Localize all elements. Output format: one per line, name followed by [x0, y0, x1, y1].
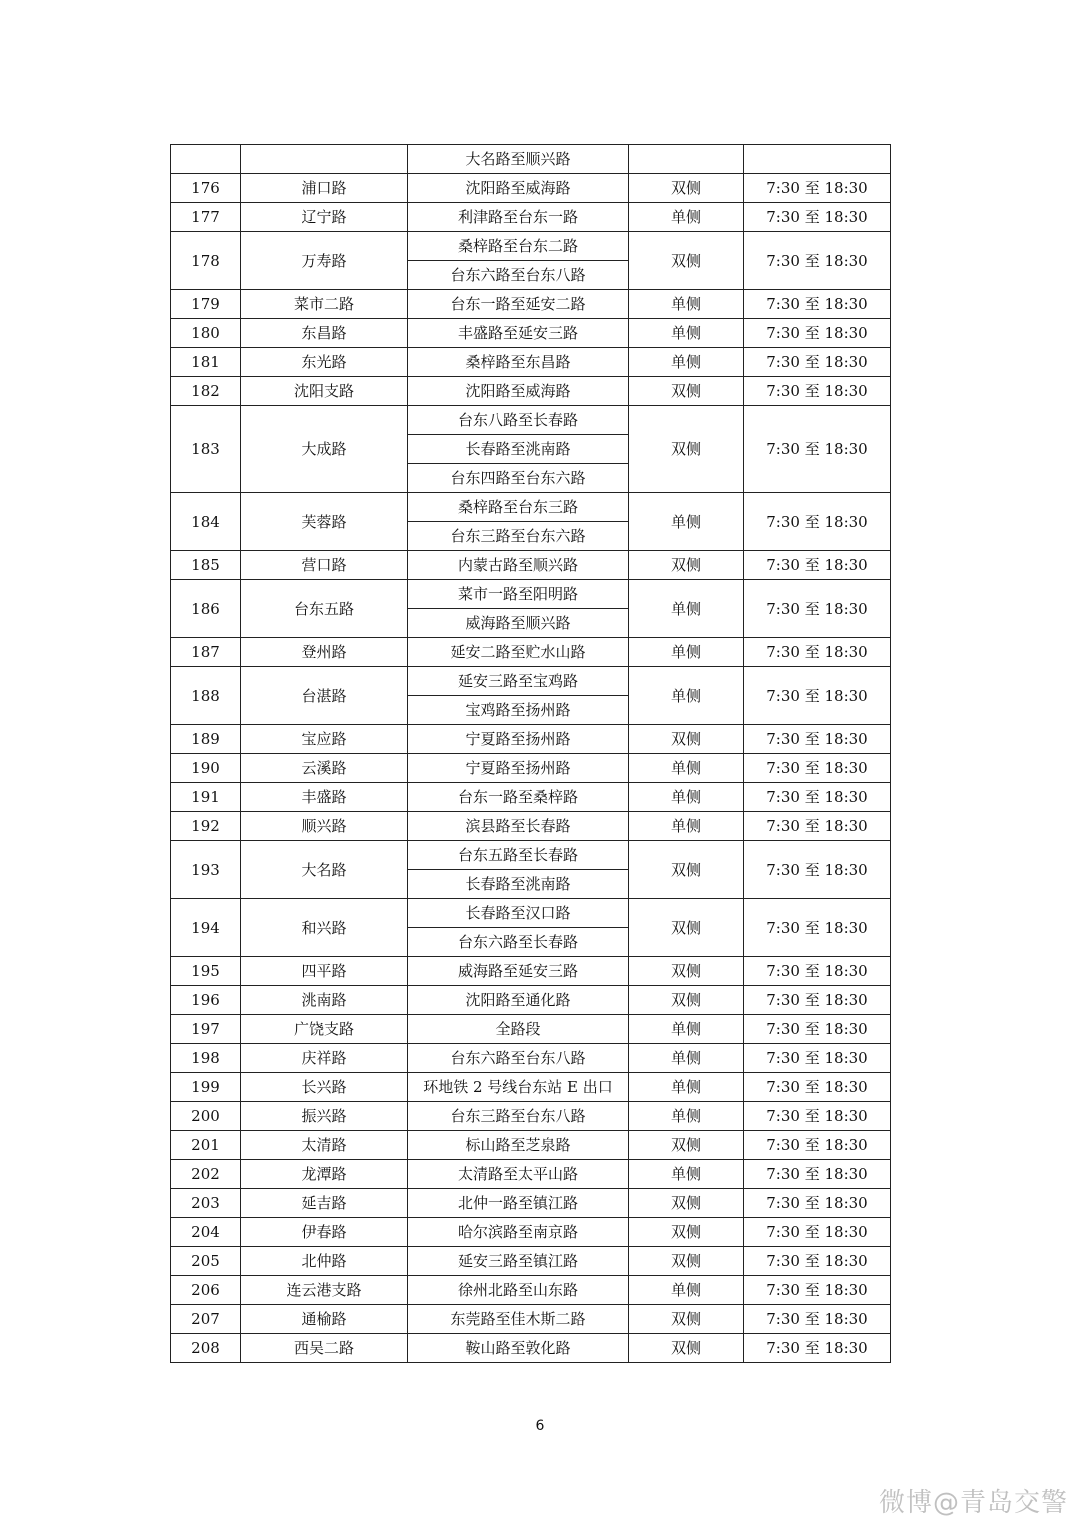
cell-section: 滨县路至长春路 [408, 812, 629, 841]
cell-side: 双侧 [629, 1189, 744, 1218]
cell-section: 太清路至太平山路 [408, 1160, 629, 1189]
cell-section: 台东一路至延安二路 [408, 290, 629, 319]
cell-side: 双侧 [629, 551, 744, 580]
cell-side: 单侧 [629, 319, 744, 348]
cell-road-name: 洮南路 [241, 986, 408, 1015]
cell-time: 7:30 至 18:30 [744, 841, 891, 899]
cell-side: 单侧 [629, 1044, 744, 1073]
cell-number: 176 [171, 174, 241, 203]
cell-side: 单侧 [629, 1015, 744, 1044]
table-row [171, 290, 891, 319]
cell-side: 单侧 [629, 580, 744, 638]
cell-side: 单侧 [629, 290, 744, 319]
table-row [171, 899, 891, 928]
cell-side: 单侧 [629, 638, 744, 667]
cell-time: 7:30 至 18:30 [744, 203, 891, 232]
cell-section: 台东四路至台东六路 [408, 464, 629, 493]
cell-section: 全路段 [408, 1015, 629, 1044]
cell-side: 双侧 [629, 899, 744, 957]
cell-time: 7:30 至 18:30 [744, 1102, 891, 1131]
cell-section: 徐州北路至山东路 [408, 1276, 629, 1305]
cell-number: 178 [171, 232, 241, 290]
table-row [171, 580, 891, 609]
cell-side: 单侧 [629, 1276, 744, 1305]
cell-section: 威海路至顺兴路 [408, 609, 629, 638]
cell-time: 7:30 至 18:30 [744, 899, 891, 957]
table-row [171, 493, 891, 522]
cell-time: 7:30 至 18:30 [744, 1160, 891, 1189]
cell-section: 长春路至洮南路 [408, 870, 629, 899]
cell-section: 长春路至汉口路 [408, 899, 629, 928]
cell-time: 7:30 至 18:30 [744, 580, 891, 638]
cell-side: 双侧 [629, 1131, 744, 1160]
page-number: 6 [535, 1418, 545, 1434]
cell-side: 双侧 [629, 232, 744, 290]
table-row [171, 841, 891, 870]
cell-number: 202 [171, 1160, 241, 1189]
table-row [171, 957, 891, 986]
cell-time: 7:30 至 18:30 [744, 725, 891, 754]
cell-section: 延安三路至宝鸡路 [408, 667, 629, 696]
table-row [171, 348, 891, 377]
cell-section: 宁夏路至扬州路 [408, 725, 629, 754]
cell-number: 195 [171, 957, 241, 986]
cell-number: 190 [171, 754, 241, 783]
cell-side: 双侧 [629, 1334, 744, 1363]
cell-section: 鞍山路至敦化路 [408, 1334, 629, 1363]
cell-road-name: 沈阳支路 [241, 377, 408, 406]
cell-side: 双侧 [629, 986, 744, 1015]
cell-road-name: 菜市二路 [241, 290, 408, 319]
table-row [171, 1189, 891, 1218]
cell-time: 7:30 至 18:30 [744, 406, 891, 493]
table-row [171, 232, 891, 261]
cell-side: 单侧 [629, 1073, 744, 1102]
table-row [171, 725, 891, 754]
cell-section: 宝鸡路至扬州路 [408, 696, 629, 725]
table-row [171, 1276, 891, 1305]
cell-number: 180 [171, 319, 241, 348]
cell-time: 7:30 至 18:30 [744, 290, 891, 319]
table-row [171, 203, 891, 232]
cell-section: 台东三路至台东八路 [408, 1102, 629, 1131]
cell-road-name: 台东五路 [241, 580, 408, 638]
table-row [171, 638, 891, 667]
table-row [171, 1073, 891, 1102]
cell-number: 205 [171, 1247, 241, 1276]
cell-number: 183 [171, 406, 241, 493]
cell-number: 192 [171, 812, 241, 841]
cell-road-name: 丰盛路 [241, 783, 408, 812]
table-row [171, 1247, 891, 1276]
cell-time: 7:30 至 18:30 [744, 667, 891, 725]
cell-road-name: 浦口路 [241, 174, 408, 203]
cell-number: 203 [171, 1189, 241, 1218]
cell-number [171, 145, 241, 174]
cell-number: 184 [171, 493, 241, 551]
cell-number: 185 [171, 551, 241, 580]
cell-number: 182 [171, 377, 241, 406]
cell-number: 196 [171, 986, 241, 1015]
cell-time: 7:30 至 18:30 [744, 1334, 891, 1363]
cell-time: 7:30 至 18:30 [744, 1276, 891, 1305]
table-body [171, 145, 891, 1363]
cell-time: 7:30 至 18:30 [744, 1247, 891, 1276]
cell-number: 181 [171, 348, 241, 377]
table-row [171, 1102, 891, 1131]
cell-number: 197 [171, 1015, 241, 1044]
cell-side: 双侧 [629, 1247, 744, 1276]
table-row [171, 1131, 891, 1160]
cell-number: 187 [171, 638, 241, 667]
cell-number: 208 [171, 1334, 241, 1363]
cell-road-name: 连云港支路 [241, 1276, 408, 1305]
table-row [171, 667, 891, 696]
cell-section: 威海路至延安三路 [408, 957, 629, 986]
parking-schedule-table [170, 144, 891, 1363]
cell-side: 双侧 [629, 841, 744, 899]
cell-side: 单侧 [629, 812, 744, 841]
cell-road-name: 伊春路 [241, 1218, 408, 1247]
table-row [171, 1160, 891, 1189]
cell-section: 台东六路至台东八路 [408, 261, 629, 290]
cell-time: 7:30 至 18:30 [744, 783, 891, 812]
cell-side: 单侧 [629, 348, 744, 377]
table-row [171, 754, 891, 783]
cell-number: 201 [171, 1131, 241, 1160]
cell-side: 单侧 [629, 1160, 744, 1189]
table-row [171, 319, 891, 348]
table-row [171, 551, 891, 580]
table-row [171, 1218, 891, 1247]
table-row [171, 174, 891, 203]
cell-time: 7:30 至 18:30 [744, 348, 891, 377]
cell-number: 186 [171, 580, 241, 638]
table-row [171, 812, 891, 841]
table-row [171, 145, 891, 174]
cell-section: 台东六路至长春路 [408, 928, 629, 957]
cell-section: 台东八路至长春路 [408, 406, 629, 435]
cell-section: 宁夏路至扬州路 [408, 754, 629, 783]
cell-section: 哈尔滨路至南京路 [408, 1218, 629, 1247]
cell-side: 双侧 [629, 725, 744, 754]
cell-section: 延安三路至镇江路 [408, 1247, 629, 1276]
cell-time: 7:30 至 18:30 [744, 754, 891, 783]
cell-time: 7:30 至 18:30 [744, 1189, 891, 1218]
cell-section: 台东一路至桑梓路 [408, 783, 629, 812]
cell-road-name: 大成路 [241, 406, 408, 493]
table-row [171, 986, 891, 1015]
cell-road-name: 台湛路 [241, 667, 408, 725]
cell-section: 环地铁 2 号线台东站 E 出口 [408, 1073, 629, 1102]
cell-number: 177 [171, 203, 241, 232]
cell-section: 长春路至洮南路 [408, 435, 629, 464]
cell-time: 7:30 至 18:30 [744, 1015, 891, 1044]
cell-section: 大名路至顺兴路 [408, 145, 629, 174]
cell-road-name: 顺兴路 [241, 812, 408, 841]
cell-road-name: 营口路 [241, 551, 408, 580]
cell-road-name: 芙蓉路 [241, 493, 408, 551]
cell-road-name: 太清路 [241, 1131, 408, 1160]
cell-road-name: 宝应路 [241, 725, 408, 754]
cell-road-name: 庆祥路 [241, 1044, 408, 1073]
cell-road-name: 云溪路 [241, 754, 408, 783]
cell-road-name: 广饶支路 [241, 1015, 408, 1044]
cell-time: 7:30 至 18:30 [744, 1218, 891, 1247]
cell-number: 206 [171, 1276, 241, 1305]
cell-road-name: 四平路 [241, 957, 408, 986]
table-row [171, 1305, 891, 1334]
cell-road-name: 辽宁路 [241, 203, 408, 232]
cell-number: 204 [171, 1218, 241, 1247]
cell-side: 双侧 [629, 377, 744, 406]
cell-side: 双侧 [629, 1218, 744, 1247]
cell-road-name [241, 145, 408, 174]
cell-section: 桑梓路至台东二路 [408, 232, 629, 261]
cell-road-name: 万寿路 [241, 232, 408, 290]
cell-time: 7:30 至 18:30 [744, 812, 891, 841]
cell-section: 北仲一路至镇江路 [408, 1189, 629, 1218]
cell-road-name: 登州路 [241, 638, 408, 667]
cell-side: 双侧 [629, 406, 744, 493]
table-row [171, 377, 891, 406]
cell-time: 7:30 至 18:30 [744, 1305, 891, 1334]
table-row [171, 783, 891, 812]
cell-number: 193 [171, 841, 241, 899]
cell-section: 桑梓路至东昌路 [408, 348, 629, 377]
cell-section: 标山路至芝泉路 [408, 1131, 629, 1160]
cell-side: 单侧 [629, 493, 744, 551]
cell-section: 菜市一路至阳明路 [408, 580, 629, 609]
cell-side: 单侧 [629, 667, 744, 725]
cell-section: 沈阳路至威海路 [408, 174, 629, 203]
cell-road-name: 龙潭路 [241, 1160, 408, 1189]
cell-road-name: 大名路 [241, 841, 408, 899]
cell-side: 单侧 [629, 754, 744, 783]
cell-side: 单侧 [629, 783, 744, 812]
cell-time: 7:30 至 18:30 [744, 377, 891, 406]
cell-number: 200 [171, 1102, 241, 1131]
cell-side: 双侧 [629, 174, 744, 203]
cell-number: 179 [171, 290, 241, 319]
cell-time: 7:30 至 18:30 [744, 551, 891, 580]
cell-time: 7:30 至 18:30 [744, 1044, 891, 1073]
cell-time [744, 145, 891, 174]
cell-time: 7:30 至 18:30 [744, 174, 891, 203]
cell-number: 199 [171, 1073, 241, 1102]
cell-side [629, 145, 744, 174]
cell-time: 7:30 至 18:30 [744, 319, 891, 348]
cell-road-name: 西吴二路 [241, 1334, 408, 1363]
cell-section: 沈阳路至威海路 [408, 377, 629, 406]
cell-side: 双侧 [629, 957, 744, 986]
cell-number: 198 [171, 1044, 241, 1073]
cell-time: 7:30 至 18:30 [744, 638, 891, 667]
cell-number: 207 [171, 1305, 241, 1334]
cell-time: 7:30 至 18:30 [744, 986, 891, 1015]
cell-time: 7:30 至 18:30 [744, 1131, 891, 1160]
cell-side: 单侧 [629, 203, 744, 232]
cell-section: 桑梓路至台东三路 [408, 493, 629, 522]
cell-time: 7:30 至 18:30 [744, 493, 891, 551]
cell-number: 194 [171, 899, 241, 957]
table-row [171, 1334, 891, 1363]
cell-section: 丰盛路至延安三路 [408, 319, 629, 348]
cell-side: 双侧 [629, 1305, 744, 1334]
table-row [171, 1015, 891, 1044]
weibo-watermark: 微博@青岛交警 [878, 1488, 1068, 1518]
cell-road-name: 振兴路 [241, 1102, 408, 1131]
cell-time: 7:30 至 18:30 [744, 957, 891, 986]
cell-number: 188 [171, 667, 241, 725]
cell-road-name: 和兴路 [241, 899, 408, 957]
cell-road-name: 延吉路 [241, 1189, 408, 1218]
cell-section: 内蒙古路至顺兴路 [408, 551, 629, 580]
cell-section: 利津路至台东一路 [408, 203, 629, 232]
cell-time: 7:30 至 18:30 [744, 232, 891, 290]
cell-time: 7:30 至 18:30 [744, 1073, 891, 1102]
cell-road-name: 长兴路 [241, 1073, 408, 1102]
cell-section: 台东六路至台东八路 [408, 1044, 629, 1073]
cell-section: 沈阳路至通化路 [408, 986, 629, 1015]
cell-section: 延安二路至贮水山路 [408, 638, 629, 667]
cell-side: 单侧 [629, 1102, 744, 1131]
cell-section: 台东五路至长春路 [408, 841, 629, 870]
cell-section: 东莞路至佳木斯二路 [408, 1305, 629, 1334]
cell-section: 台东三路至台东六路 [408, 522, 629, 551]
cell-number: 189 [171, 725, 241, 754]
cell-number: 191 [171, 783, 241, 812]
cell-road-name: 北仲路 [241, 1247, 408, 1276]
cell-road-name: 东昌路 [241, 319, 408, 348]
cell-road-name: 东光路 [241, 348, 408, 377]
table-row [171, 406, 891, 435]
cell-road-name: 通榆路 [241, 1305, 408, 1334]
table-row [171, 1044, 891, 1073]
